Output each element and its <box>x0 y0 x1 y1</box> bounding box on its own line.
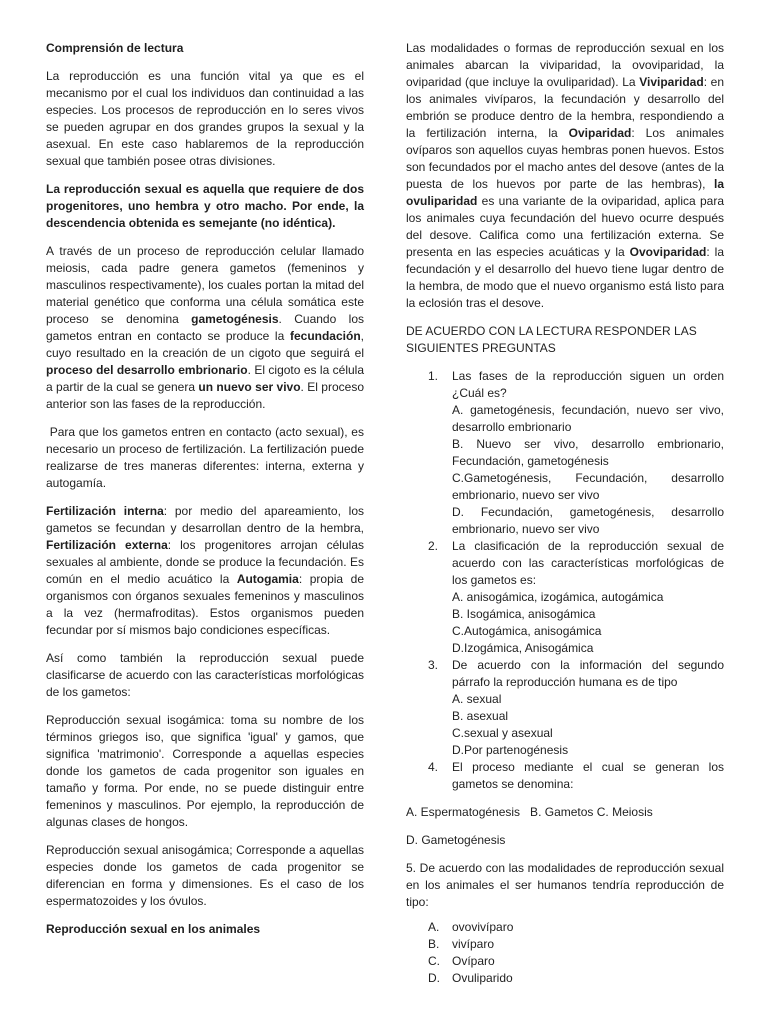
answer-option: B. asexual <box>452 709 509 723</box>
paragraph-classification: Así como también la reproducción sexual puede clasificarse de acuerdo con las características morfológicas de los gametos: <box>46 651 364 699</box>
answer-option: A. anisogámica, izogámica, autogámica <box>452 590 664 604</box>
section-heading-animals: Reproducción sexual en los animales <box>46 922 261 936</box>
question-number: 2. <box>428 539 439 553</box>
question-text: La clasificación de la reproducción sexual de acuerdo con las características morfológicas de los gametos es: <box>452 539 724 587</box>
question-list <box>406 368 724 793</box>
paragraph-meiosis: A través de un proceso de reproducción celular llamado meiosis, cada padre genera gametos (femeninos y masculinos respectivamente), los cuales portan la mitad del material genético que conforma una célula somática este proceso se denomina gametogénesis. Cuando los gametos entran en contacto se produce la fecundación, cuyo resultado en la creación de un cigoto que seguirá el proceso del desarrollo embrionario. El cigoto es la célula a partir de la cual se genera un nuevo ser vivo. El proceso anterior son las fases de la reproducción. <box>46 244 364 411</box>
question-text: De acuerdo con la información del segundo párrafo la reproducción humana es de tipo <box>452 658 724 689</box>
reading-title: Comprensión de lectura <box>46 41 184 55</box>
question-number: 4. <box>428 760 439 774</box>
right-column <box>406 40 724 987</box>
q4-options-line1: A. Espermatogénesis B. Gametos C. Meiosis <box>406 805 653 819</box>
paragraph-modalities: Las modalidades o formas de reproducción sexual en los animales abarcan la viviparidad, la ovoviparidad, la oviparidad (que incluye la ovuliparidad). La Viviparidad: en los animales vivíparos, la fecundación y desarrollo del embrión se produce dentro de la hembra, respondiendo a la fertilización interna, la Oviparidad: Los animales ovíparos son aquellos cuyas hembras ponen huevos. Estos son fecundados por el macho antes del desove (antes de la puesta de los huevos por parte de las hembras), la ovuliparidad es una variante de la oviparidad, aplica para los animales cuya fecundación del huevo ocurre después del desove. Califica como una fertilización externa. Se presenta en las especies acuáticas y la Ovoviparidad: la fecundación y el desarrollo del huevo tiene lugar dentro de la hembra, de modo que el nuevo organismo está listo para la eclosión tras el desove. <box>406 41 724 310</box>
question-number: 3. <box>428 658 439 672</box>
paragraph-isogamic: Reproducción sexual isogámica: toma su nombre de los términos griegos iso, que significa 'igual' y gamos, que significa 'matrimonio'. Corresponde a aquellas especies donde los gametos de cada progenitor son iguales en tamaño y forma. Por ende, no se puede distinguir entre femeninos y masculinos. Por ejemplo, la reproducción de algunas clases de hongos. <box>46 713 364 829</box>
left-column <box>46 40 368 949</box>
answer-option: D.Por partenogénesis <box>452 743 569 757</box>
question-item <box>406 657 724 759</box>
answer-option: D. Ovuliparido <box>428 971 513 985</box>
question-item <box>406 538 724 657</box>
q4-options-line2: D. Gametogénesis <box>406 833 506 847</box>
answer-option: C. Ovíparo <box>428 954 495 968</box>
question-item <box>406 759 724 793</box>
answer-option: C.Gametogénesis, Fecundación, desarrollo embrionario, nuevo ser vivo <box>452 471 724 502</box>
paragraph-fertilization: Para que los gametos entren en contacto (acto sexual), es necesario un proceso de fertilización. La fertilización puede realizarse de tres maneras diferentes: interna, externa y autogamía. <box>46 425 368 490</box>
question-text: El proceso mediante el cual se generan los gametos se denomina: <box>452 760 724 791</box>
answer-option: D. Fecundación, gametogénesis, desarrollo embrionario, nuevo ser vivo <box>452 505 724 536</box>
question-5-text: 5. De acuerdo con las modalidades de reproducción sexual en los animales el ser humanos tendría reproducción de tipo: <box>406 861 724 909</box>
paragraph-intro: La reproducción es una función vital ya que es el mecanismo por el cual los individuos dan continuidad a las especies. Los procesos de reproducción en lo seres vivos se pueden agrupar en dos grandes grupos la sexual y la asexual. En este caso hablaremos de la reproducción sexual que también posee otras divisiones. <box>46 69 364 168</box>
answer-option: C.sexual y asexual <box>452 726 553 740</box>
paragraph-anisogamic: Reproducción sexual anisogámica; Corresponde a aquellas especies donde los gametos de cada progenitor se diferencian en forma y dimensiones. Es el caso de los espermatozoides y los óvulos. <box>46 843 364 908</box>
question-item <box>406 368 724 538</box>
paragraph-fertilization-types: Fertilización interna: por medio del apareamiento, los gametos se fecundan y desarrollan dentro de la hembra, Fertilización externa: los progenitores arrojan células sexuales al ambiente, donde se produce la fecundación. Es común en el medio acuático la Autogamia: propia de organismos con órganos sexuales femeninos y masculinos a la vez (hermafroditas). Estos organismos pueden fecundar por sí mismos bajo condiciones específicas. <box>46 504 364 637</box>
answer-option: A. sexual <box>452 692 502 706</box>
questions-heading: DE ACUERDO CON LA LECTURA RESPONDER LAS SIGUIENTES PREGUNTAS <box>406 324 697 355</box>
answer-option: D.Izogámica, Anisogámica <box>452 641 594 655</box>
question-text: Las fases de la reproducción siguen un orden ¿Cuál es? <box>452 369 724 400</box>
answer-option: A. ovovivíparo <box>428 920 514 934</box>
answer-option: C.Autogámica, anisogámica <box>452 624 602 638</box>
answer-option: B. vivíparo <box>428 937 495 951</box>
question-number: 1. <box>428 369 439 383</box>
answer-option: A. gametogénesis, fecundación, nuevo ser vivo, desarrollo embrionario <box>452 403 724 434</box>
answer-option: B. Isogámica, anisogámica <box>452 607 596 621</box>
paragraph-definition: La reproducción sexual es aquella que requiere de dos progenitores, uno hembra y otro macho. Por ende, la descendencia obtenida es semejante (no idéntica). <box>46 182 364 230</box>
answer-option: B. Nuevo ser vivo, desarrollo embrionario, Fecundación, gametogénesis <box>452 437 724 468</box>
question-5-options <box>406 919 724 987</box>
